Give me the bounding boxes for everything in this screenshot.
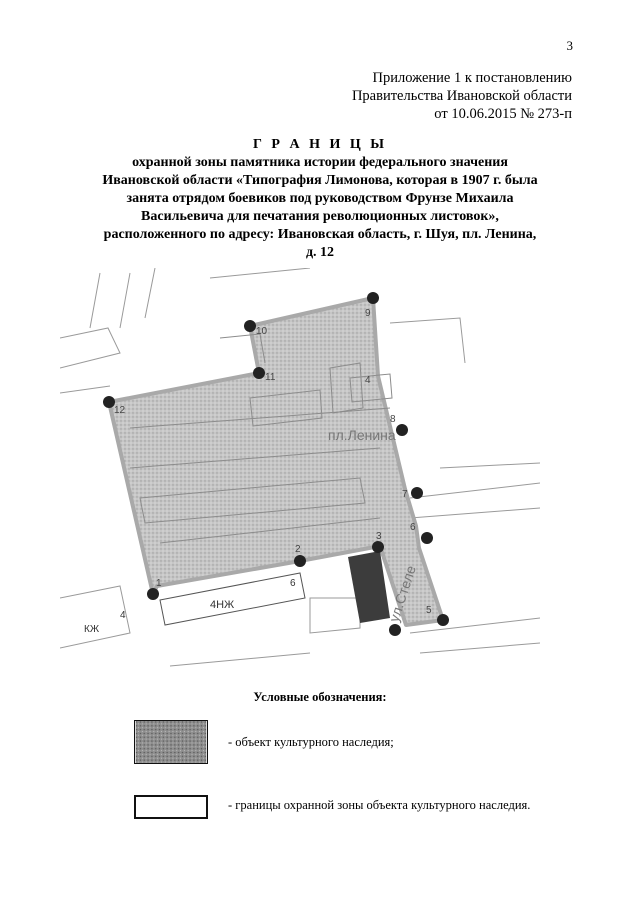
point-label-4: 4 xyxy=(365,375,371,386)
building-number: 6 xyxy=(290,578,296,589)
legend-zone-label: - границы охранной зоны объекта культурного наследия. xyxy=(228,798,531,812)
point-label-11: 11 xyxy=(265,372,276,383)
boundary-point xyxy=(421,532,433,544)
street-label: ул.Стеле xyxy=(385,563,419,624)
subtitle-line-2: Ивановской области «Типография Лимонова, которая в 1907 г. была xyxy=(102,173,538,188)
point-label-8: 8 xyxy=(390,414,396,425)
protection-zone xyxy=(109,298,443,625)
appendix-line-1: Приложение 1 к постановлению xyxy=(372,70,572,86)
subtitle-line-3: занята отрядом боевиков под руководством Фрунзе Михаила xyxy=(126,191,514,206)
document-subtitle xyxy=(60,154,580,262)
point-label-6: 6 xyxy=(410,522,416,533)
boundary-point xyxy=(396,424,408,436)
page-number: 3 xyxy=(566,38,573,53)
point-label-3: 3 xyxy=(376,531,382,542)
point-label-7: 7 xyxy=(402,489,408,500)
square-label: пл.Ленина xyxy=(328,427,396,443)
point-label-5: 5 xyxy=(426,605,432,616)
legend-heritage-swatch xyxy=(134,720,208,764)
appendix-line-3: от 10.06.2015 № 273-п xyxy=(434,106,572,122)
appendix-line-2: Правительства Ивановской области xyxy=(351,88,572,104)
left-building-number: 4 xyxy=(120,610,126,621)
boundary-point xyxy=(437,614,449,626)
left-building-code: КЖ xyxy=(84,624,100,635)
subtitle-line-4: Васильевича для печатания революционных листовок», xyxy=(141,209,499,224)
legend-zone-swatch xyxy=(134,795,208,819)
point-label-1: 1 xyxy=(156,578,162,589)
boundary-point xyxy=(389,624,401,636)
subtitle-line-5: расположенного по адресу: Ивановская область, г. Шуя, пл. Ленина, xyxy=(103,227,537,242)
subtitle-line-6: д. 12 xyxy=(305,245,335,260)
boundary-point xyxy=(367,292,379,304)
boundary-point xyxy=(147,588,159,600)
boundary-point xyxy=(372,541,384,553)
legend-title: Условные обозначения: xyxy=(253,690,387,704)
subtitle-line-1: охранной зоны памятника истории федерального значения xyxy=(132,155,508,170)
point-label-10: 10 xyxy=(256,326,268,337)
boundary-point xyxy=(294,555,306,567)
point-label-9: 9 xyxy=(365,308,371,319)
document-title: Г Р А Н И Ц Ы xyxy=(253,137,387,152)
building-4nzh-label: 4НЖ xyxy=(210,599,235,611)
boundary-map xyxy=(60,268,540,673)
boundary-point xyxy=(244,320,256,332)
boundary-point xyxy=(253,367,265,379)
boundary-point xyxy=(411,487,423,499)
point-label-12: 12 xyxy=(114,405,126,416)
legend-heritage-label: - объект культурного наследия; xyxy=(228,735,394,749)
appendix-reference xyxy=(352,69,572,123)
point-label-2: 2 xyxy=(295,544,301,555)
